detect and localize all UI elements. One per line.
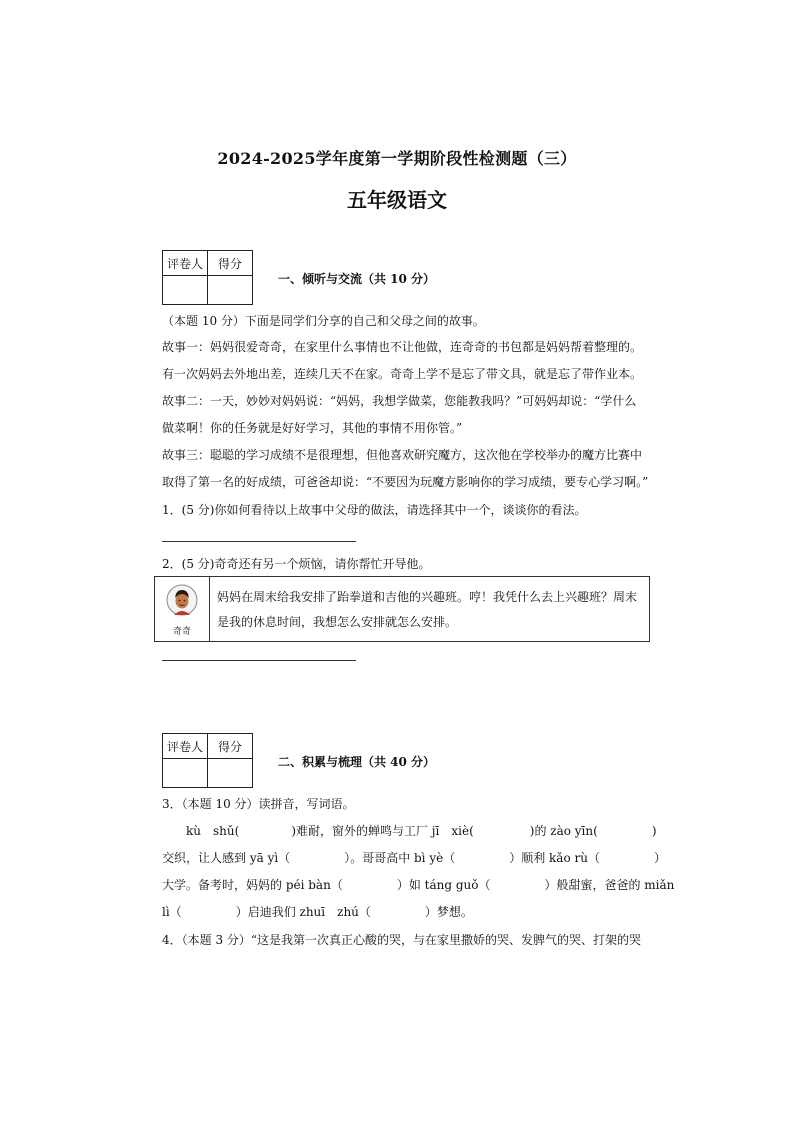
answer-line-q2[interactable]	[162, 660, 356, 661]
speaker-name: 奇奇	[172, 627, 191, 637]
pinyin-line-2	[162, 850, 666, 866]
pinyin-line-1	[186, 823, 657, 839]
score-table-section-2	[162, 733, 253, 788]
pinyin-line-1-part-4: )	[651, 824, 657, 838]
speech-box	[154, 576, 650, 642]
pinyin-line-3-part-1: 大学。备考时，妈妈的 péi bàn（	[162, 878, 343, 892]
pinyin-line-2-part-2: ）。哥哥高中 bì yè（	[344, 851, 456, 865]
pinyin-line-2-part-3: ）顺利 kǎo rù（	[509, 851, 600, 865]
pinyin-line-1-part-2: )难耐，窗外的蝉鸣与工厂 jī xiè(	[291, 824, 474, 838]
grader-label: 评卷人	[163, 251, 208, 276]
pinyin-line-1-part-1: kù shǔ(	[186, 824, 240, 838]
score-label: 得分	[208, 734, 253, 759]
story-3-line-2: 取得了第一名的好成绩，可爸爸却说：“不要因为玩魔方影响你的学习成绩，要专心学习啊。”	[162, 475, 649, 489]
question-4: 4．（本题 3 分）“这是我第一次真正心酸的哭，与在家里撒娇的哭、发脾气的哭、打架的哭	[162, 933, 642, 947]
pinyin-line-4-part-3: ）梦想。	[424, 905, 473, 919]
boy-avatar-icon	[166, 584, 198, 622]
section-2-heading: 二、积累与梳理（共 40 分）	[278, 755, 436, 769]
pinyin-line-4	[162, 904, 473, 920]
story-2-line-1: 故事二：一天，妙妙对妈妈说：“妈妈，我想学做菜，您能教我吗？”可妈妈却说：“学什么	[162, 394, 637, 408]
pinyin-line-3-part-2: ）如 táng guǒ（	[396, 878, 491, 892]
grader-label: 评卷人	[163, 734, 208, 759]
pinyin-line-4-part-2: ）启迪我们 zhuī zhú（	[235, 905, 371, 919]
answer-line-q1[interactable]	[162, 541, 356, 542]
section-1-heading: 一、倾听与交流（共 10 分）	[278, 272, 436, 286]
score-cell[interactable]	[208, 759, 253, 788]
section-1-intro: （本题 10 分）下面是同学们分享的自己和父母之间的故事。	[162, 314, 485, 328]
pinyin-line-3-part-3: ）般甜蜜，爸爸的 miǎn	[544, 878, 675, 892]
grader-cell[interactable]	[163, 759, 208, 788]
score-cell[interactable]	[208, 276, 253, 305]
story-3-line-1: 故事三：聪聪的学习成绩不是很理想，但他喜欢研究魔方，这次他在学校举办的魔方比赛中	[162, 448, 643, 462]
score-table-section-1	[162, 250, 253, 305]
score-label: 得分	[208, 251, 253, 276]
question-2: 2．(5 分)奇奇还有另一个烦恼，请你帮忙开导他。	[162, 557, 431, 571]
question-3: 3．（本题 10 分）读拼音，写词语。	[162, 797, 355, 811]
speech-text: 妈妈在周末给我安排了跆拳道和吉他的兴趣班。哼！我凭什么去上兴趣班？周末是我的休息时间，我想怎么安排就怎么安排。	[217, 590, 638, 629]
story-1-line-2: 有一次妈妈去外地出差，连续几天不在家。奇奇上学不是忘了带文具，就是忘了带作业本。	[162, 367, 643, 381]
pinyin-line-2-part-4: ）	[653, 851, 666, 865]
story-2-line-2: 做菜啊！你的任务就是好好学习，其他的事情不用你管。”	[162, 421, 463, 435]
grader-cell[interactable]	[163, 276, 208, 305]
pinyin-line-4-part-1: lì（	[162, 905, 182, 919]
question-1: 1．(5 分)你如何看待以上故事中父母的做法，请选择其中一个，谈谈你的看法。	[162, 503, 587, 517]
story-1-line-1: 故事一：妈妈很爱奇奇，在家里什么事情也不让他做，连奇奇的书包都是妈妈帮着整理的。	[162, 340, 643, 354]
pinyin-line-3	[162, 877, 674, 893]
pinyin-line-2-part-1: 交织，让人感到 yā yì（	[162, 851, 291, 865]
exam-subtitle: 五年级语文	[347, 188, 447, 212]
speaker-avatar	[155, 577, 210, 641]
exam-title: 2024-2025学年度第一学期阶段性检测题（三）	[217, 149, 577, 168]
pinyin-line-1-part-3: )的 zào yīn(	[529, 824, 598, 838]
